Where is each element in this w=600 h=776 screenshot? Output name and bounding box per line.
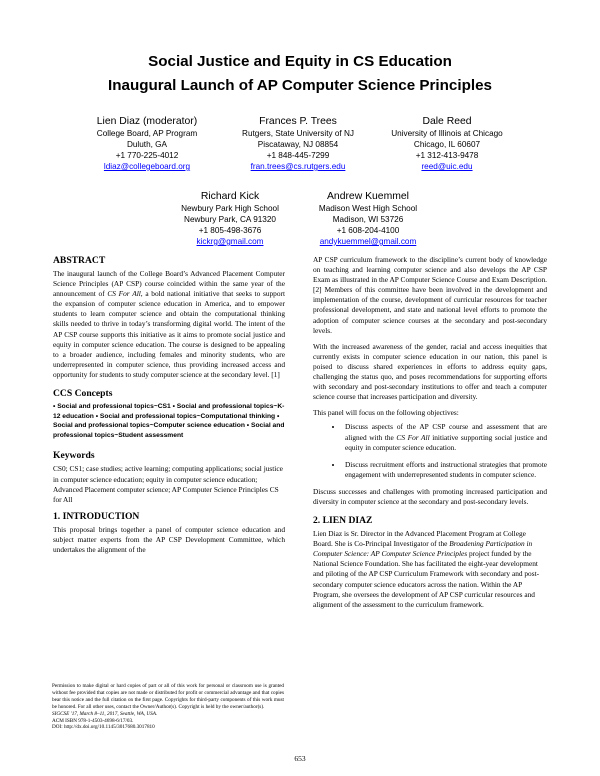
keywords-heading: Keywords (53, 450, 95, 462)
author-phone: +1 770-225-4012 (115, 151, 179, 160)
objective-item: • Discuss recruitment efforts and instructional strategies that promote engagement with underrepresented students in computer science. (343, 460, 547, 480)
author-email-link[interactable]: kickrg@gmail.com (196, 237, 264, 246)
section-2-paragraph: Lien Diaz is Sr. Director in the Advanced Placement Program at College Board. She is Co-Principal Investigator of the Broadening Participation in Computer Science: AP Computer Science Principles project funded by the National Science Foundation. She has facilitated the eight-year development and piloting of the AP CSP Curriculum Framework with secondary and post-secondary computer science educators across the nation. Within the AP Program, she oversees the development of AP CSP curricular resources and alignment of the assessment to the curriculum framework. (313, 529, 540, 609)
author-affiliation: Newbury Park High School (181, 204, 279, 213)
ccs-concepts-text: • Social and professional topics~CS1 • Social and professional topics~K-12 education • Social and professional topics~Computational thinking • Social and professional topics~Computer science education • Social and professional topics~Student assessment (53, 403, 285, 439)
introduction-heading: 1. INTRODUCTION (53, 510, 140, 522)
paper-title-line-1: Social Justice and Equity in CS Education (148, 53, 452, 70)
author-email-link[interactable]: fran.trees@cs.rutgers.edu (250, 162, 346, 171)
left-column (53, 255, 285, 561)
author-name: Dale Reed (422, 116, 472, 127)
author-phone: +1 805-498-3676 (198, 226, 262, 235)
author-phone: +1 312-413-9478 (415, 151, 479, 160)
author-email-link[interactable]: ldiaz@collegeboard.org (103, 162, 191, 171)
body-paragraph: With the increased awareness of the gender, racial and access inequities that currently exists in computer science education in our nation, this panel is poised to discuss shared experiences in efforts to address equity gaps, challenging the status quo, and poses recommendations for supporting efforts with secondary and post-secondary institutions to offer and teach a computer science course that increases participation and diversity. (313, 341, 547, 402)
author-location: Piscataway, NJ 08854 (257, 140, 339, 149)
author-affiliation: Rutgers, State University of NJ (242, 129, 354, 138)
author-block (213, 115, 383, 172)
page-number: 653 (294, 754, 306, 763)
author-block (288, 190, 448, 247)
paper-title-line-2: Inaugural Launch of AP Computer Science Principles (108, 77, 492, 94)
introduction-paragraph: This proposal brings together a panel of computer science education and subject matter experts from the AP CSP Development Committee, which undertakes the alignment of the (53, 524, 285, 554)
section-2-heading: 2. LIEN DIAZ (313, 515, 373, 527)
permission-footnote (52, 683, 284, 731)
author-affiliation: University of Illinois at Chicago (391, 129, 503, 138)
author-email-link[interactable]: andykuemmel@gmail.com (319, 237, 417, 246)
author-name: Richard Kick (200, 191, 260, 202)
author-email-link[interactable]: reed@uic.edu (421, 162, 473, 171)
author-name: Lien Diaz (moderator) (96, 116, 198, 127)
author-name: Frances P. Trees (259, 116, 337, 127)
author-block (150, 190, 310, 247)
body-paragraph: This panel will focus on the following objectives: (313, 408, 459, 418)
author-block (362, 115, 532, 172)
isbn: ACM ISBN 978-1-4503-4698-6/17/03. (52, 717, 134, 724)
author-location: Duluth, GA (126, 140, 168, 149)
author-phone: +1 608-204-4100 (336, 226, 400, 235)
author-name: Andrew Kuemmel (326, 191, 409, 202)
body-paragraph: AP CSP curriculum framework to the discipline’s current body of knowledge on teaching and learning computer science and also develops the AP CSP Exam as illustrated in the AP Computer Science Course and Exam Description. [2] Members of this committee have been involved in the development and implementation of the course, development of curricular resources for teacher professional development, and state and national level efforts to promote the adoption of computer science courses at the secondary and post-secondary levels. (313, 255, 547, 335)
keywords-text: CS0; CS1; case studies; active learning; computing applications; social justice in computer science education; equity in computer science education; Advanced Placement computer science; AP Computer Science Principles CS for All (53, 464, 283, 504)
author-affiliation: Madison West High School (318, 204, 418, 213)
author-location: Madison, WI 53726 (332, 215, 404, 224)
author-phone: +1 848-445-7299 (266, 151, 330, 160)
author-block (62, 115, 232, 172)
author-location: Newbury Park, CA 91320 (184, 215, 276, 224)
abstract-paragraph: The inaugural launch of the College Board’s Advanced Placement Computer Science Principles (AP CSP) course coincided within the same year of the announcement of CS For All, a bold national initiative that seeks to support the expansion of computer science education in America, and to empower students to learn computer science and obtain the computational thinking skills needed to thrive in today’s transforming digital world. The intent of the AP CSP course supports this initiative as it aims to promote social justice and equity in computer science education. The course is designed to be appealing to a broader audience, including females and minority students, who are underrepresented in computer science, thus providing increased access and opportunity for students to study computer science at the secondary level. [1] (53, 269, 285, 379)
permission-text: Permission to make digital or hard copies of part or all of this work for personal or classroom use is granted without fee provided that copies are not made or distributed for profit or commercial advantage and that copies bear this notice and the full citation on the first page. Copyrights for third-party components of this work must be honored. For all other uses, contact the Owner/Author(s). Copyright is held by the owner/author(s). (52, 683, 284, 710)
conference-venue: SIGCSE '17, March 8–11, 2017, Seattle, WA, USA. (52, 710, 158, 717)
body-paragraph: Discuss successes and challenges with promoting increased participation and diversity in computer science at the secondary and post-secondary levels. (313, 486, 547, 506)
author-location: Chicago, IL 60607 (413, 140, 481, 149)
abstract-heading: ABSTRACT (53, 255, 106, 266)
ccs-heading: CCS Concepts (53, 388, 113, 400)
objectives-list (313, 422, 547, 479)
author-affiliation: College Board, AP Program (96, 129, 198, 138)
objective-item: • Discuss aspects of the AP CSP course and assessment that are aligned with the CS For All initiative supporting social justice and equity in computer science education. (343, 422, 547, 452)
right-column (313, 255, 547, 616)
doi: DOI: http://dx.doi.org/10.1145/3017680.3017810 (52, 724, 155, 731)
